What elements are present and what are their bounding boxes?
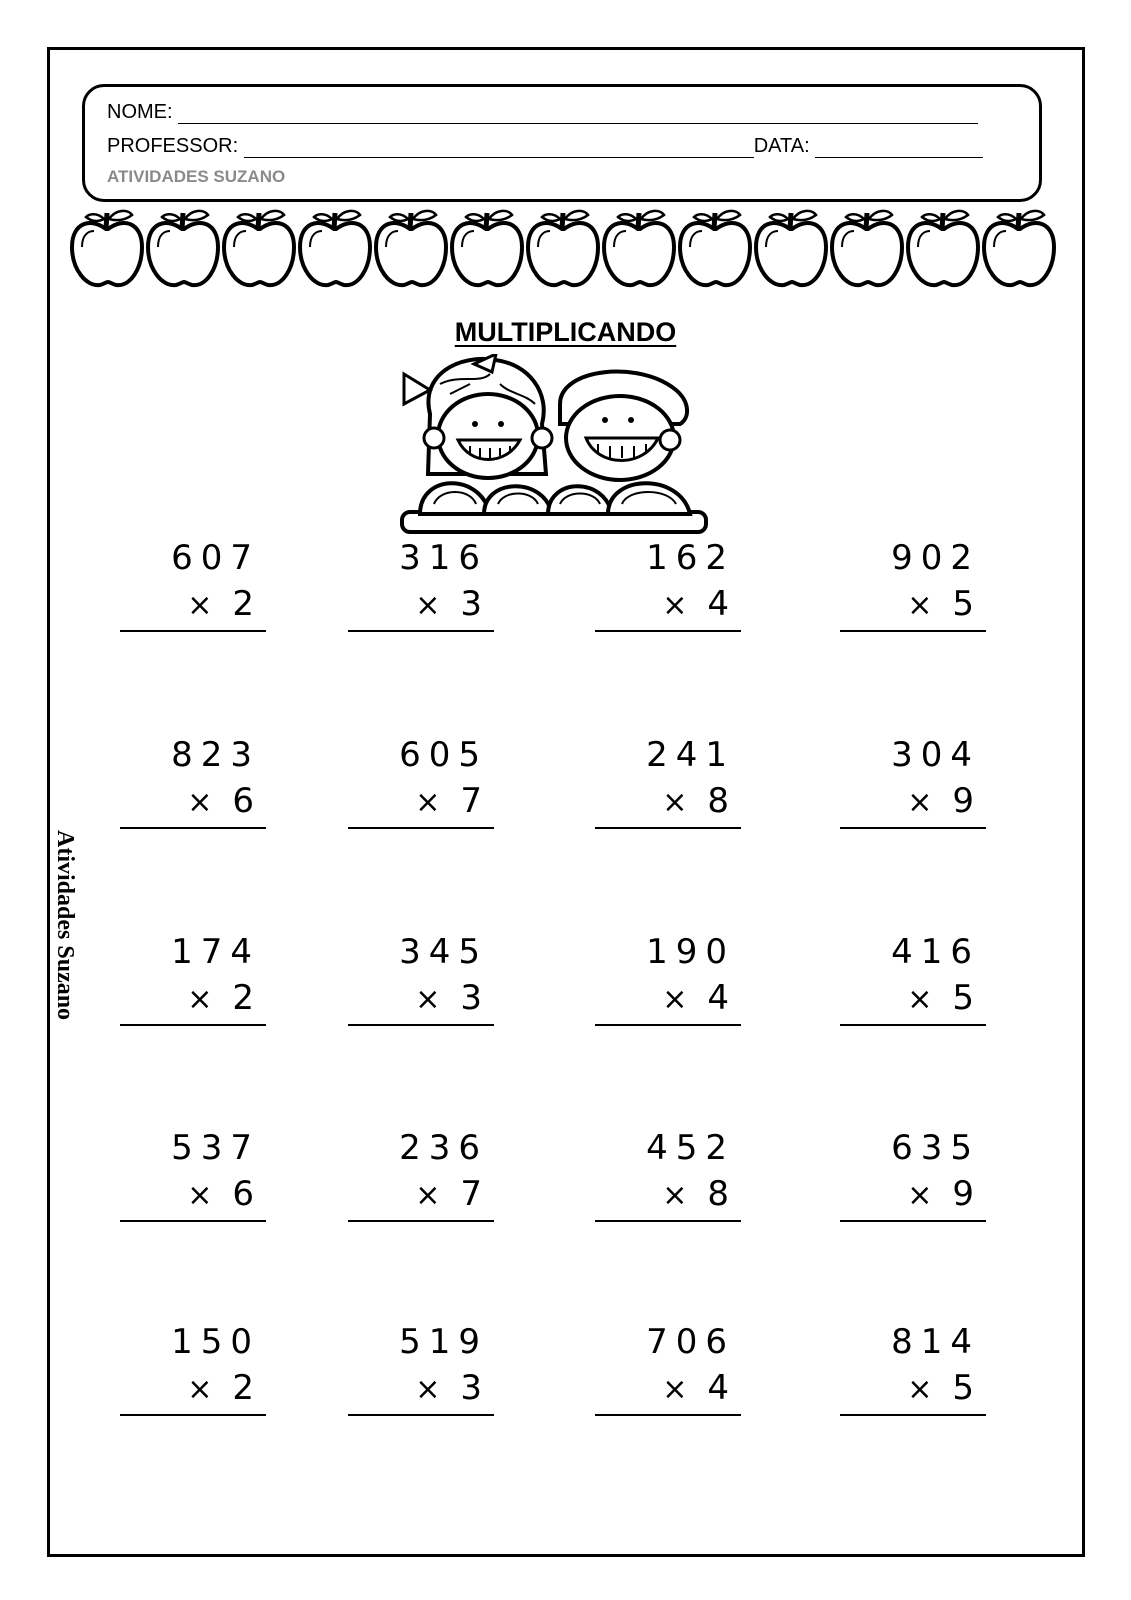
times-icon: × xyxy=(907,1372,939,1407)
multiplication-problem xyxy=(840,735,980,845)
multiplication-problem xyxy=(348,932,488,1042)
answer-line[interactable] xyxy=(120,630,266,632)
answer-line[interactable] xyxy=(840,1220,986,1222)
times-icon: × xyxy=(187,1178,219,1213)
multiplier: 3 xyxy=(460,1368,488,1408)
multiplicand: 241 xyxy=(646,735,735,775)
apple-icon xyxy=(528,211,598,285)
multiplication-problem xyxy=(120,932,260,1042)
apple-icon xyxy=(452,211,522,285)
times-icon: × xyxy=(187,982,219,1017)
multiplicand: 452 xyxy=(646,1128,735,1168)
answer-line[interactable] xyxy=(348,1024,494,1026)
name-field[interactable] xyxy=(178,103,978,124)
times-icon: × xyxy=(187,785,219,820)
multiplier-line xyxy=(662,584,735,626)
multiplication-problem xyxy=(120,1128,260,1238)
side-watermark xyxy=(50,830,80,1070)
multiplicand: 519 xyxy=(399,1322,488,1362)
answer-line[interactable] xyxy=(348,630,494,632)
multiplicand: 150 xyxy=(171,1322,260,1362)
answer-line[interactable] xyxy=(840,1414,986,1416)
multiplication-problem xyxy=(840,538,980,648)
apple-icon xyxy=(376,211,446,285)
multiplier-line xyxy=(662,978,735,1020)
multiplicand: 190 xyxy=(646,932,735,972)
answer-line[interactable] xyxy=(120,1220,266,1222)
professor-field[interactable] xyxy=(244,137,754,158)
answer-line[interactable] xyxy=(120,1024,266,1026)
multiplier: 4 xyxy=(707,1368,735,1408)
multiplier: 6 xyxy=(232,781,260,821)
multiplication-problem xyxy=(595,735,735,845)
multiplicand: 607 xyxy=(171,538,260,578)
times-icon: × xyxy=(907,588,939,623)
multiplier-line xyxy=(187,978,260,1020)
multiplier: 4 xyxy=(707,584,735,624)
date-label: DATA: xyxy=(753,135,810,157)
multiplier-line xyxy=(907,978,980,1020)
multiplicand: 823 xyxy=(171,735,260,775)
answer-line[interactable] xyxy=(840,827,986,829)
apple-icon xyxy=(224,211,294,285)
apple-icon xyxy=(148,211,218,285)
header-box xyxy=(82,84,1042,202)
multiplier-line xyxy=(662,1368,735,1410)
multiplicand: 174 xyxy=(171,932,260,972)
multiplier: 5 xyxy=(952,1368,980,1408)
apple-icon xyxy=(756,211,826,285)
times-icon: × xyxy=(415,1178,447,1213)
multiplication-problem xyxy=(120,538,260,648)
professor-label: PROFESSOR: xyxy=(107,135,239,157)
answer-line[interactable] xyxy=(595,1414,741,1416)
multiplication-problem xyxy=(348,538,488,648)
times-icon: × xyxy=(187,588,219,623)
multiplier-line xyxy=(187,781,260,823)
multiplier-line xyxy=(187,584,260,626)
date-field[interactable] xyxy=(815,137,983,158)
answer-line[interactable] xyxy=(120,827,266,829)
answer-line[interactable] xyxy=(840,630,986,632)
multiplication-problem xyxy=(595,1322,735,1432)
multiplication-problem xyxy=(348,735,488,845)
apple-icon xyxy=(984,211,1054,285)
times-icon: × xyxy=(187,1372,219,1407)
multiplier: 8 xyxy=(707,1174,735,1214)
answer-line[interactable] xyxy=(595,630,741,632)
multiplier-line xyxy=(415,978,488,1020)
multiplier-line xyxy=(187,1174,260,1216)
multiplication-problem xyxy=(840,1128,980,1238)
apple-icon xyxy=(680,211,750,285)
multiplicand: 236 xyxy=(399,1128,488,1168)
apple-icon xyxy=(72,211,142,285)
kids-illustration xyxy=(400,354,714,544)
times-icon: × xyxy=(907,785,939,820)
multiplier: 8 xyxy=(707,781,735,821)
answer-line[interactable] xyxy=(348,827,494,829)
apple-icon xyxy=(908,211,978,285)
times-icon: × xyxy=(662,785,694,820)
multiplier: 3 xyxy=(460,584,488,624)
times-icon: × xyxy=(662,1372,694,1407)
answer-line[interactable] xyxy=(120,1414,266,1416)
multiplication-problem xyxy=(595,538,735,648)
times-icon: × xyxy=(415,785,447,820)
multiplication-problem xyxy=(595,1128,735,1238)
apple-icon xyxy=(300,211,370,285)
multiplier-line xyxy=(415,781,488,823)
answer-line[interactable] xyxy=(348,1220,494,1222)
multiplier: 7 xyxy=(460,1174,488,1214)
multiplier-line xyxy=(907,1368,980,1410)
multiplier-line xyxy=(415,584,488,626)
multiplication-problem xyxy=(840,1322,980,1432)
page-title-text: MULTIPLICANDO xyxy=(454,317,677,347)
side-watermark-text: Atividades Suzano xyxy=(52,830,78,1021)
multiplicand: 162 xyxy=(646,538,735,578)
brand-label: ATIVIDADES SUZANO xyxy=(107,167,286,186)
apple-icon xyxy=(832,211,902,285)
multiplier-line xyxy=(907,781,980,823)
multiplier-line xyxy=(415,1174,488,1216)
multiplier: 7 xyxy=(460,781,488,821)
multiplicand: 316 xyxy=(399,538,488,578)
multiplier-line xyxy=(662,1174,735,1216)
answer-line[interactable] xyxy=(595,827,741,829)
times-icon: × xyxy=(907,982,939,1017)
multiplier: 5 xyxy=(952,978,980,1018)
multiplicand: 902 xyxy=(891,538,980,578)
times-icon: × xyxy=(415,1372,447,1407)
multiplication-problem xyxy=(120,735,260,845)
multiplier: 9 xyxy=(952,1174,980,1214)
name-line xyxy=(107,101,978,124)
professor-line xyxy=(107,135,983,158)
times-icon: × xyxy=(415,982,447,1017)
times-icon: × xyxy=(662,588,694,623)
answer-line[interactable] xyxy=(348,1414,494,1416)
name-label: NOME: xyxy=(107,101,173,123)
multiplicand: 814 xyxy=(891,1322,980,1362)
answer-line[interactable] xyxy=(595,1220,741,1222)
multiplicand: 605 xyxy=(399,735,488,775)
multiplier-line xyxy=(907,584,980,626)
multiplier: 3 xyxy=(460,978,488,1018)
multiplier: 2 xyxy=(232,584,260,624)
multiplication-problem xyxy=(120,1322,260,1432)
multiplicand: 416 xyxy=(891,932,980,972)
multiplier: 5 xyxy=(952,584,980,624)
times-icon: × xyxy=(907,1178,939,1213)
multiplicand: 304 xyxy=(891,735,980,775)
multiplication-problem xyxy=(840,932,980,1042)
multiplier-line xyxy=(187,1368,260,1410)
multiplier: 6 xyxy=(232,1174,260,1214)
page-title xyxy=(0,317,1131,348)
multiplication-problem xyxy=(595,932,735,1042)
apple-border xyxy=(70,205,1070,289)
multiplier-line xyxy=(415,1368,488,1410)
times-icon: × xyxy=(662,1178,694,1213)
apple-icon xyxy=(604,211,674,285)
multiplier: 9 xyxy=(952,781,980,821)
times-icon: × xyxy=(415,588,447,623)
multiplicand: 706 xyxy=(646,1322,735,1362)
multiplier: 4 xyxy=(707,978,735,1018)
multiplier: 2 xyxy=(232,978,260,1018)
multiplication-problem xyxy=(348,1322,488,1432)
answer-line[interactable] xyxy=(595,1024,741,1026)
multiplicand: 635 xyxy=(891,1128,980,1168)
multiplicand: 537 xyxy=(171,1128,260,1168)
multiplicand: 345 xyxy=(399,932,488,972)
multiplier-line xyxy=(662,781,735,823)
multiplication-problem xyxy=(348,1128,488,1238)
multiplier: 2 xyxy=(232,1368,260,1408)
answer-line[interactable] xyxy=(840,1024,986,1026)
times-icon: × xyxy=(662,982,694,1017)
multiplier-line xyxy=(907,1174,980,1216)
